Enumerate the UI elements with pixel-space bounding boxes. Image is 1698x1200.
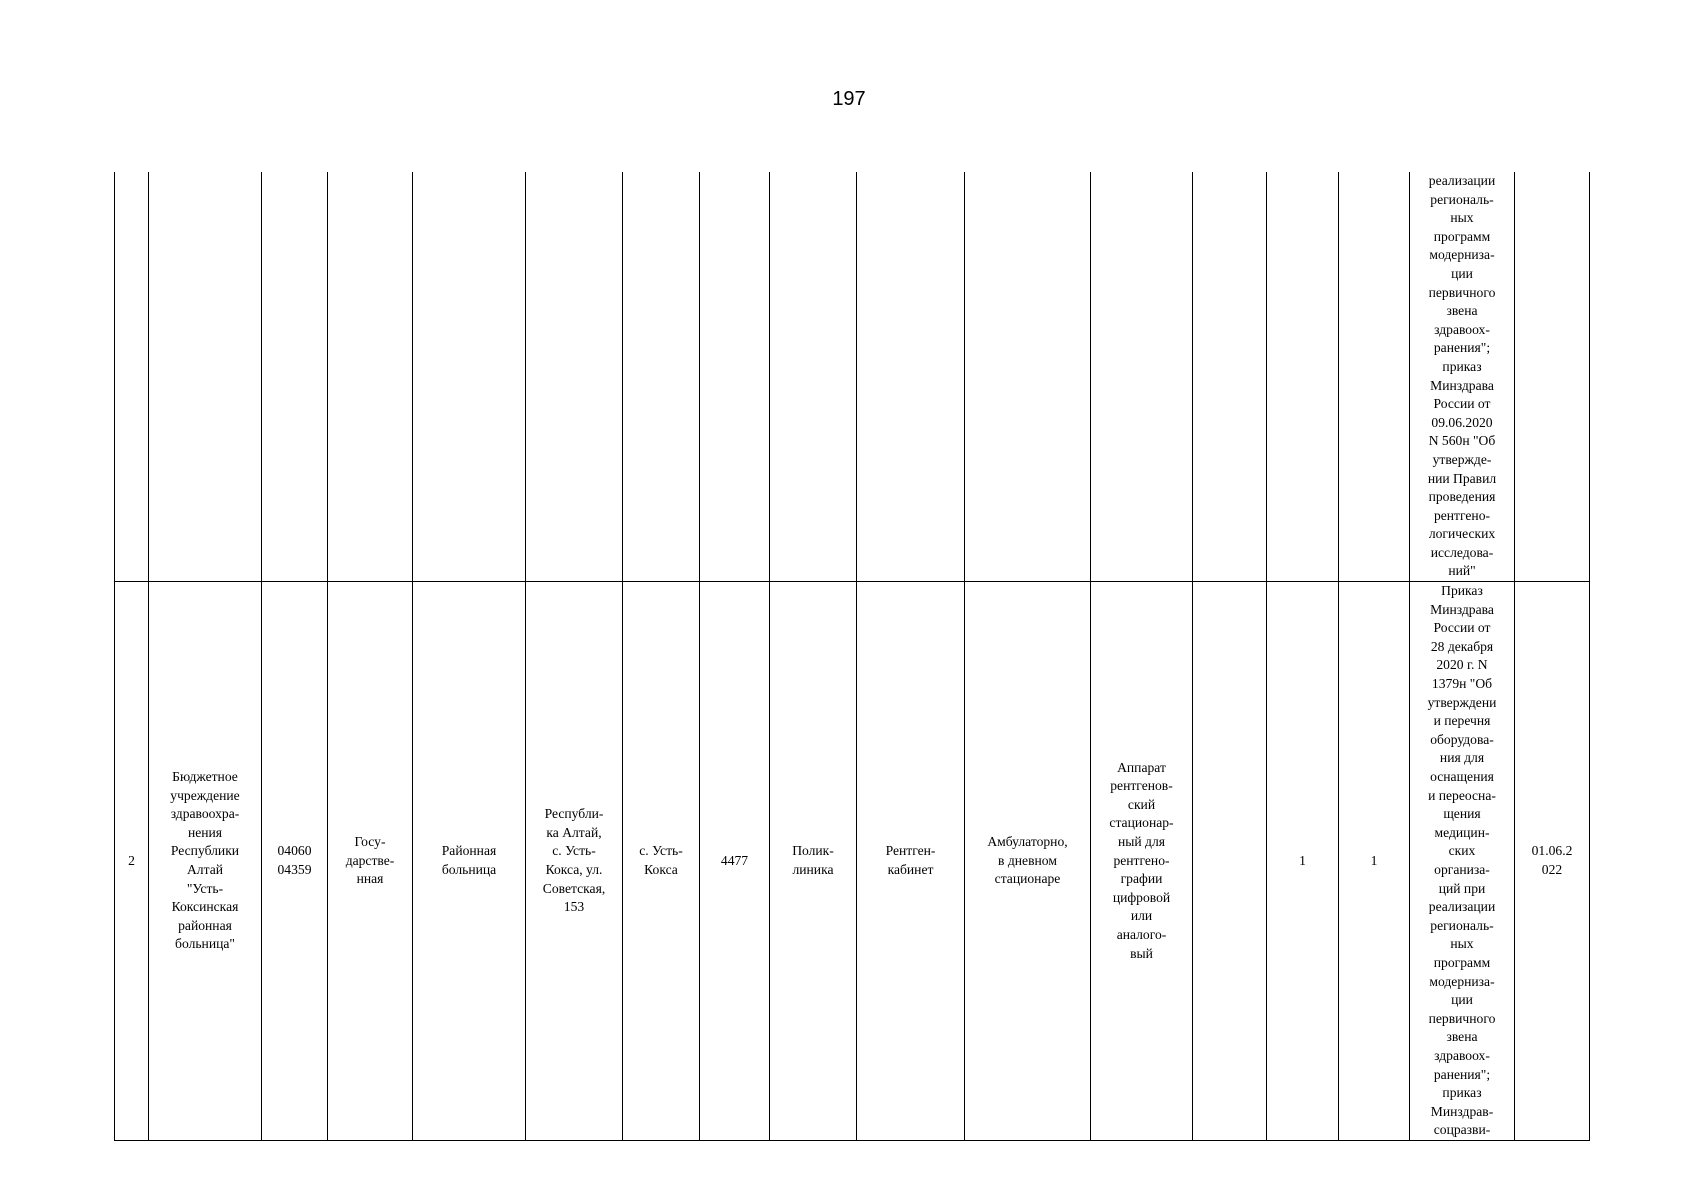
cell-subdivision — [770, 172, 857, 582]
legal-basis-text: реализации региональ- ных программ модерниза- ции первичного звена здравоох- ранения"; приказ Минздрава России от 09.06.2020 N 560н "Об утвержде- нии Правил проведения рентгено- логических исследова- ний" — [1427, 173, 1497, 579]
population: 4477 — [720, 852, 749, 868]
cell-number — [115, 582, 149, 1141]
page-number: 197 — [832, 88, 866, 110]
cell-type — [413, 172, 526, 582]
date: 01.06.2 022 — [1531, 843, 1573, 877]
cell-unit — [857, 582, 965, 1141]
ownership-form: Госу- дарстве- нная — [345, 834, 395, 887]
cell-equipment — [1091, 172, 1193, 582]
subdivision: Полик- линика — [792, 843, 834, 877]
row-number: 2 — [128, 852, 135, 868]
care-conditions: Амбулаторно, в дневном стационаре — [987, 834, 1068, 887]
cell-locality — [623, 582, 700, 1141]
cell-subdivision — [770, 582, 857, 1141]
cell-care-conditions — [965, 172, 1091, 582]
table-row — [115, 172, 1590, 582]
cell-legal-basis — [1410, 172, 1515, 582]
institution-name: Бюджетное учреждение здравоохра- нения Республики Алтай "Усть- Коксинская районная больница" — [170, 769, 240, 952]
equipment-table — [114, 172, 1590, 1141]
unit: Рентген- кабинет — [885, 843, 936, 877]
cell-locality — [623, 172, 700, 582]
cell-legal-basis — [1410, 582, 1515, 1141]
cell-quantity-b — [1339, 582, 1410, 1141]
cell-code — [262, 172, 328, 582]
cell-number — [115, 172, 149, 582]
cell-institution — [149, 582, 262, 1141]
cell-date — [1515, 582, 1590, 1141]
table-row — [115, 582, 1590, 1141]
cell-code — [262, 582, 328, 1141]
cell-institution — [149, 172, 262, 582]
cell-date — [1515, 172, 1590, 582]
cell-population — [700, 172, 770, 582]
cell-care-conditions — [965, 582, 1091, 1141]
cell-type — [413, 582, 526, 1141]
cell-address — [526, 172, 623, 582]
cell-quantity-a — [1267, 582, 1339, 1141]
cell-equipment — [1091, 582, 1193, 1141]
cell-ownership — [328, 172, 413, 582]
cell-address — [526, 582, 623, 1141]
legal-basis-text: Приказ Минздрава России от 28 декабря 2020 г. N 1379н "Об утверждени и перечня оборудова- ния для оснащения и переосна- щения медицин- ских организа- ций при реализации региональ- ных программ модерниза- ции первичного звена здравоох- ранения"; приказ Минздрав- соцразви- — [1427, 583, 1497, 1138]
quantity-b: 1 — [1370, 852, 1378, 868]
cell-quantity-b — [1339, 172, 1410, 582]
quantity-a: 1 — [1299, 852, 1306, 868]
cell-col13 — [1193, 582, 1267, 1141]
address: Республи- ка Алтай, с. Усть- Кокса, ул. Советская, 153 — [542, 806, 606, 915]
cell-ownership — [328, 582, 413, 1141]
equipment-name: Аппарат рентгенов- ский стационар- ный для рентгено- графии цифровой или аналого- вый — [1109, 759, 1174, 961]
locality: с. Усть- Кокса — [639, 843, 683, 877]
cell-unit — [857, 172, 965, 582]
institution-code: 04060 04359 — [277, 843, 312, 877]
cell-quantity-a — [1267, 172, 1339, 582]
institution-type: Районная больница — [441, 843, 497, 877]
cell-population — [700, 582, 770, 1141]
cell-col13 — [1193, 172, 1267, 582]
